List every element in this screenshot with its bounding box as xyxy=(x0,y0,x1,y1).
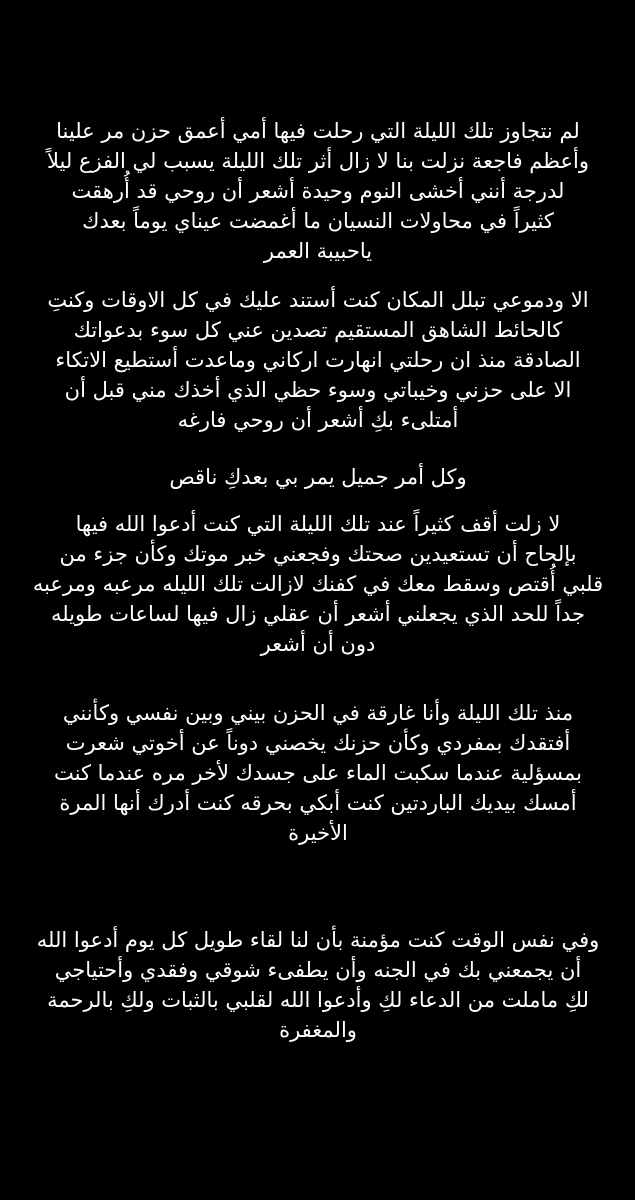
text-line: أمسك بيديك الباردتين كنت أبكي بحرقه كنت أدرك أنها المرة xyxy=(59,791,577,815)
text-line: منذ تلك الليلة وأنا غارقة في الحزن بيني وبين نفسي وكأنني xyxy=(62,701,574,725)
text-line: بمسؤلية عندما سكبت الماء على جسدك لأخر مره عندما كنت xyxy=(54,761,582,785)
text-line: أن يجمعني بك في الجنه وأن يطفىء شوقي وفقدي وأحتياجي xyxy=(54,958,582,982)
text-line: الأخيرة xyxy=(288,821,348,845)
paragraph-3 xyxy=(28,462,608,492)
paragraph-5 xyxy=(28,698,608,848)
text-line: كالحائط الشاهق المستقيم تصدين عني كل سوء بدعواتك xyxy=(73,318,563,342)
text-line: جداً للحد الذي يجعلني أشعر أن عقلي زال فيها لساعات طويله xyxy=(50,602,586,626)
paragraph-2 xyxy=(28,285,608,435)
text-line: أفتقدك بمفردي وكأن حزنك يخصني دوناً عن أخوتي شعرت xyxy=(65,731,571,755)
text-line: قلبي أُقتص وسقط معك في كفنك لازالت تلك الليله مرعبه ومرعبه xyxy=(32,572,604,596)
text-line: وكل أمر جميل يمر بي بعدكِ ناقص xyxy=(169,465,467,489)
text-line: أمتلىء بكِ أشعر أن روحي فارغه xyxy=(177,408,459,432)
text-line: لدرجة أنني أخشى النوم وحيدة أشعر أن روحي قد أُرهقت xyxy=(71,179,565,203)
text-line: لم نتجاوز تلك الليلة التي رحلت فيها أمي أعمق حزن مر علينا xyxy=(56,119,580,143)
paragraph-1 xyxy=(28,116,608,266)
text-line: لا زلت أقف كثيراً عند تلك الليلة التي كنت أدعوا الله فيها xyxy=(75,512,561,536)
text-line: لكِ ماملت من الدعاء لكِ وأدعوا الله لقلبي بالثبات ولكِ بالرحمة xyxy=(47,988,589,1012)
text-line: وأعظم فاجعة نزلت بنا لا زال أثر تلك الليلة يسبب لي الفزع ليلاً xyxy=(46,149,590,173)
text-line: دون أن أشعر xyxy=(260,632,376,656)
text-line: الا على حزني وخيباتي وسوء حظي الذي أخذك مني قبل أن xyxy=(64,378,572,402)
text-line: بإلحاح أن تستعيدين صحتك وفجعني خبر موتك وكأن جزء من xyxy=(59,542,577,566)
text-line: الصادقة منذ ان رحلتي انهارت اركاني وماعدت أستطيع الاتكاء xyxy=(55,348,581,372)
text-line: والمغفرة xyxy=(279,1018,357,1042)
text-line: ياحبيبة العمر xyxy=(263,239,373,263)
text-line: كثيراً في محاولات النسيان ما أغمضت عيناي يوماً بعدك xyxy=(82,209,554,233)
paragraph-4 xyxy=(28,509,608,659)
text-line: الا ودموعي تبلل المكان كنت أستند عليك في كل الاوقات وكنتِ xyxy=(47,288,589,312)
text-line: وفي نفس الوقت كنت مؤمنة بأن لنا لقاء طويل كل يوم أدعوا الله xyxy=(36,928,600,952)
paragraph-6 xyxy=(28,925,608,1045)
